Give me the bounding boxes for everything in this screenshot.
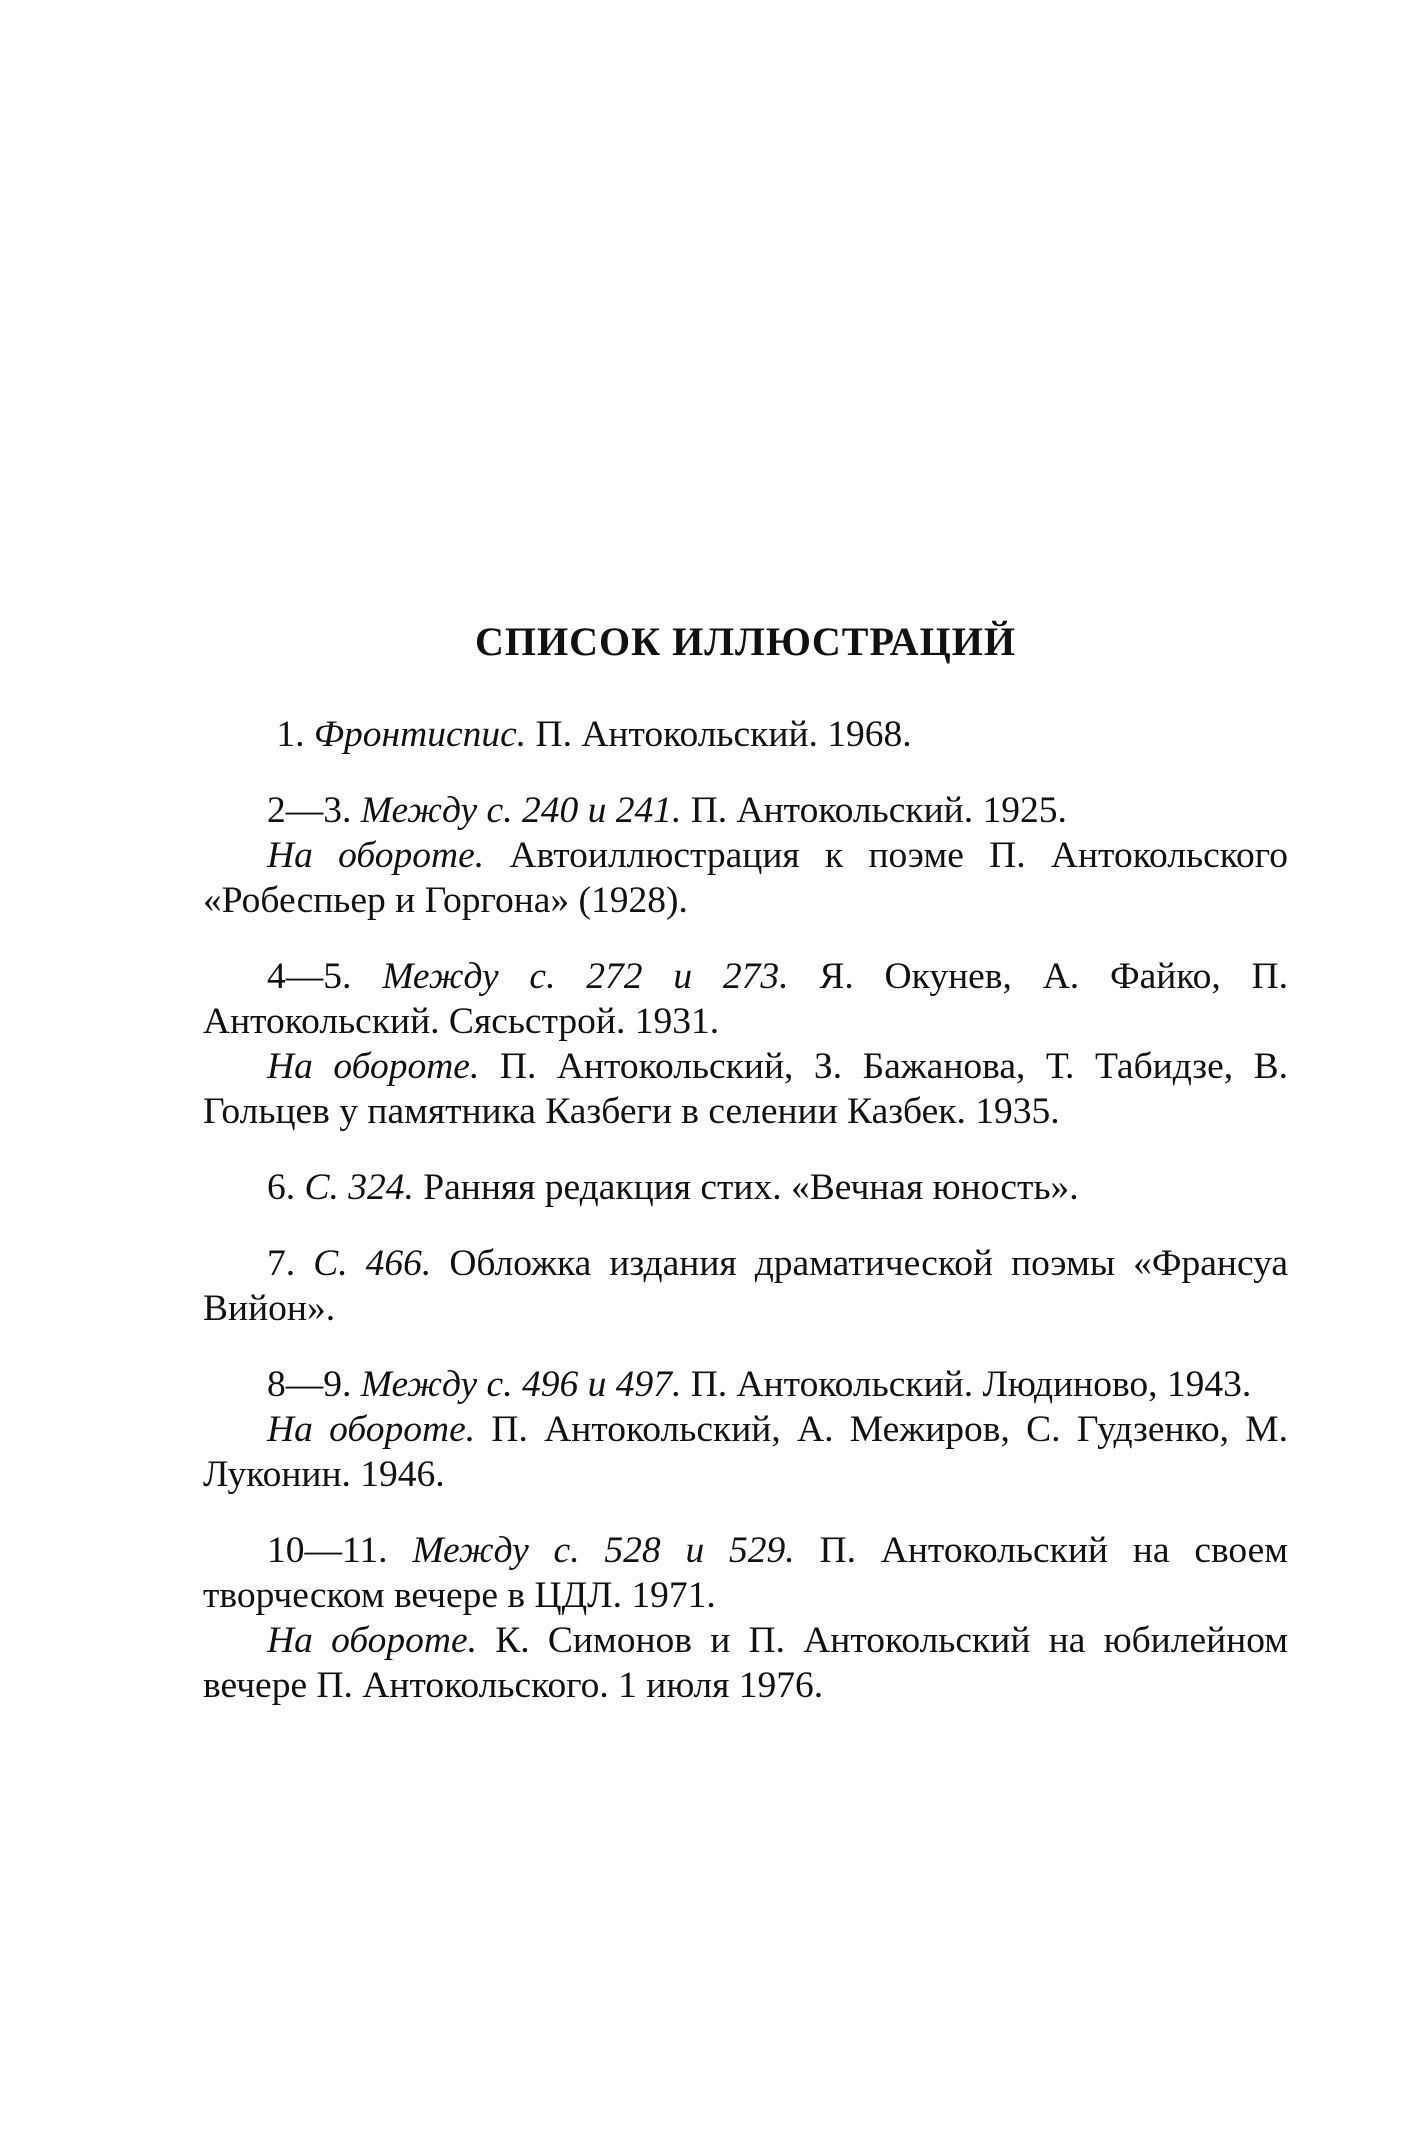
entry-reference: Между с. 496 и 497. — [360, 1364, 682, 1405]
entry-text: П. Антокольский. 1968. — [535, 714, 912, 755]
entry-number: 4—5. — [267, 956, 352, 997]
entry-paragraph — [203, 1618, 1288, 1708]
entry-paragraph — [203, 954, 1288, 1044]
entry-number: 6. — [267, 1167, 296, 1208]
entry-paragraph — [203, 1362, 1288, 1407]
entry-reference: Фронтиспис. — [313, 714, 527, 755]
entry-paragraph — [203, 712, 1288, 757]
entry-reference: Между с. 528 и 529. — [412, 1530, 795, 1571]
entry-number: 8—9. — [267, 1364, 352, 1405]
entry-paragraph — [203, 1528, 1288, 1618]
list-item — [203, 788, 1288, 923]
entry-reference: На обороте. — [267, 835, 485, 876]
entry-reference: На обороте. — [267, 1046, 480, 1087]
entry-paragraph — [203, 833, 1288, 923]
entry-number: 10—11. — [267, 1530, 388, 1571]
entry-reference: С. 466. — [313, 1243, 432, 1284]
entry-text: Я. Окунев, А. Файко, П. Антокольский. Сясьстрой. 1931. — [203, 956, 1289, 1042]
document-page — [203, 620, 1288, 1739]
entry-text: П. Антокольский, А. Межиров, С. Гудзенко, М. Луконин. 1946. — [203, 1409, 1288, 1495]
page-title: СПИСОК ИЛЛЮСТРАЦИЙ — [475, 619, 1016, 664]
list-item — [203, 954, 1288, 1134]
entry-text: П. Антокольский. 1925. — [690, 790, 1067, 831]
entry-text: Ранняя редакция стих. «Вечная юность». — [423, 1167, 1079, 1208]
entry-number: 2—3. — [267, 790, 352, 831]
entry-paragraph — [203, 1044, 1288, 1134]
entry-reference: Между с. 272 и 273. — [382, 956, 789, 997]
list-item — [203, 1165, 1288, 1210]
entry-text: П. Антокольский, З. Бажанова, Т. Табидзе, В. Гольцев у памятника Казбеги в селении Казбек. 1935. — [203, 1046, 1288, 1132]
entry-text: Автоиллюстрация к поэме П. Антокольского «Робеспьер и Горгона» (1928). — [203, 835, 1288, 921]
entry-reference: С. 324. — [304, 1167, 414, 1208]
entry-text: Обложка издания драматической поэмы «Франсуа Вийон». — [203, 1243, 1288, 1329]
entry-reference: На обороте. — [267, 1620, 478, 1661]
entry-reference: Между с. 240 и 241. — [360, 790, 682, 831]
entry-number: 7. — [267, 1243, 296, 1284]
list-item — [203, 1241, 1288, 1331]
entry-number: 1. — [276, 714, 305, 755]
entry-reference: На обороте. — [267, 1409, 476, 1450]
entry-paragraph — [203, 1407, 1288, 1497]
entry-text: К. Симонов и П. Антокольский на юбилейном вечере П. Антокольского. 1 июля 1976. — [203, 1620, 1288, 1706]
entry-paragraph — [203, 1241, 1288, 1331]
list-item — [203, 1528, 1288, 1708]
illustration-list — [203, 712, 1288, 1708]
list-item — [203, 1362, 1288, 1497]
list-item — [203, 712, 1288, 757]
entry-paragraph — [203, 788, 1288, 833]
entry-paragraph — [203, 1165, 1288, 1210]
entry-text: П. Антокольский на своем творческом вечере в ЦДЛ. 1971. — [203, 1530, 1288, 1616]
entry-text: П. Антокольский. Людиново, 1943. — [690, 1364, 1252, 1405]
